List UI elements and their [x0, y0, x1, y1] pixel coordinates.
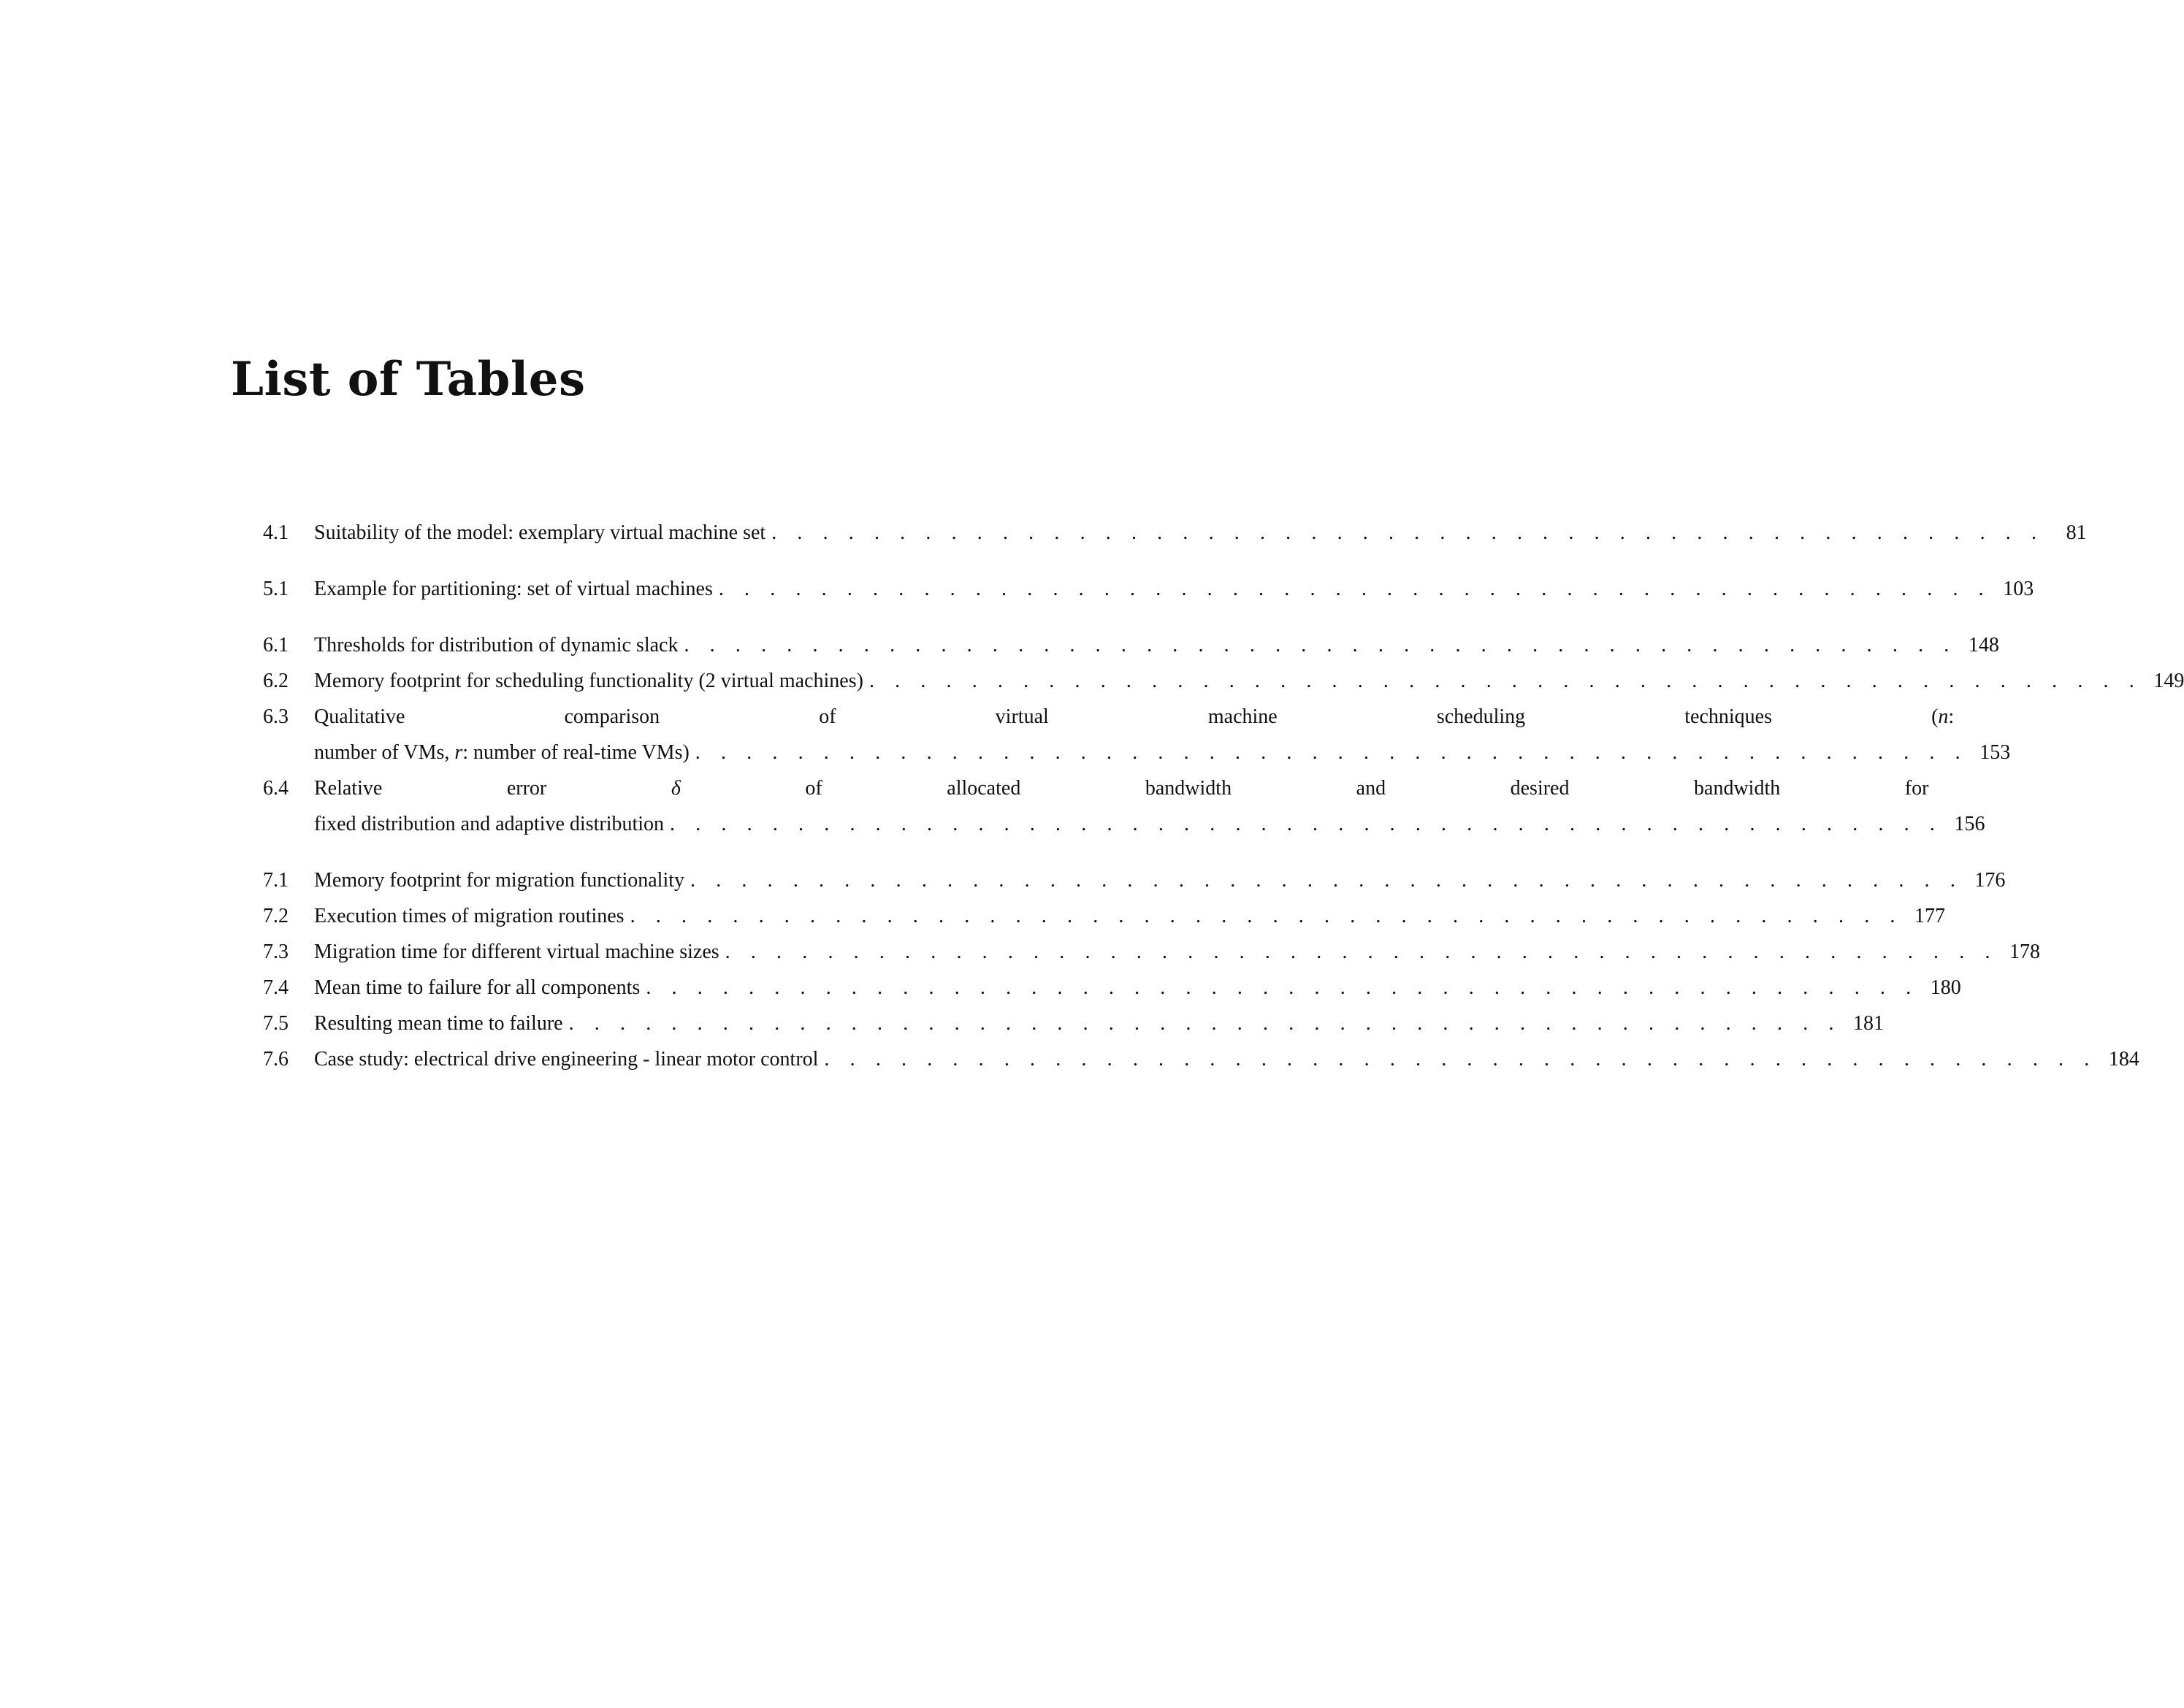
table-caption: Memory footprint for migration functionality [314, 869, 685, 892]
page-number: 176 [1974, 869, 2006, 892]
page-number: 180 [1930, 976, 1961, 999]
dot-leader: . . . . . . . . . . . . . . . . . . . . . . . . . . . . . . . . . . . . . . . . . . . . . . . . . . [725, 941, 1998, 963]
math-variable: r [454, 741, 463, 764]
table-caption: Mean time to failure for all components [314, 976, 641, 999]
list-item[interactable] [263, 770, 1985, 842]
math-variable: δ [671, 777, 681, 800]
list-item[interactable] [263, 571, 2034, 607]
chapter-6-group [263, 627, 2184, 842]
caption-text: Qualitative comparison of virtual machine scheduling techniques ( [314, 705, 1939, 728]
table-number: 7.5 [263, 1012, 289, 1035]
list-item[interactable] [263, 1041, 2139, 1077]
dot-leader: . . . . . . . . . . . . . . . . . . . . . . . . . . . . . . . . . . . . . . . . . . . . . . . . . . [670, 813, 1943, 835]
page-number: 181 [1853, 1012, 1884, 1035]
list-of-tables [263, 515, 2184, 1077]
table-caption: Memory footprint for scheduling functionality (2 virtual machines) [314, 670, 863, 692]
chapter-5-group [263, 571, 2034, 607]
dot-leader: . . . . . . . . . . . . . . . . . . . . . . . . . . . . . . . . . . . . . . . . . . . . . . . . . . [695, 741, 1969, 764]
list-item[interactable] [263, 663, 2184, 699]
list-item[interactable] [263, 862, 2006, 898]
page-number: 153 [1979, 741, 2011, 764]
table-caption: Example for partitioning: set of virtual machines [314, 578, 713, 600]
chapter-4-group [263, 515, 2087, 551]
table-number: 7.4 [263, 976, 289, 999]
table-number: 6.4 [263, 777, 289, 800]
table-caption: Suitability of the model: exemplary virtual machine set [314, 521, 766, 544]
caption-text: : [1948, 705, 1955, 728]
list-item[interactable] [263, 515, 2087, 551]
caption-text: number of VMs, [314, 741, 455, 764]
table-number: 6.2 [263, 670, 289, 692]
caption-text: of allocated bandwidth and desired bandwidth for [680, 777, 1929, 800]
table-number: 7.3 [263, 941, 289, 963]
list-item[interactable] [263, 970, 1961, 1006]
dot-leader: . . . . . . . . . . . . . . . . . . . . . . . . . . . . . . . . . . . . . . . . . . . . . . . . . . [771, 521, 2044, 544]
table-number: 7.6 [263, 1048, 289, 1071]
table-number: 4.1 [263, 521, 289, 544]
caption-text: : number of real-time VMs) [462, 741, 690, 764]
page-number: 178 [2009, 941, 2041, 963]
dot-leader: . . . . . . . . . . . . . . . . . . . . . . . . . . . . . . . . . . . . . . . . . . . . . . . . . . [568, 1012, 1841, 1035]
dot-leader: . . . . . . . . . . . . . . . . . . . . . . . . . . . . . . . . . . . . . . . . . . . . . . . . . . [718, 578, 1992, 600]
table-number: 6.1 [263, 634, 289, 656]
table-number: 6.3 [263, 705, 289, 728]
math-variable: n [1938, 705, 1949, 728]
page-number: 148 [1968, 634, 1999, 656]
dot-leader: . . . . . . . . . . . . . . . . . . . . . . . . . . . . . . . . . . . . . . . . . . . . . . . . . . [824, 1048, 2097, 1071]
table-caption: Resulting mean time to failure [314, 1012, 563, 1035]
table-caption-line-2 [314, 735, 690, 770]
page-number: 81 [2066, 521, 2087, 544]
table-caption-line-1 [314, 699, 2010, 735]
dot-leader: . . . . . . . . . . . . . . . . . . . . . . . . . . . . . . . . . . . . . . . . . . . . . . . . . . [630, 905, 1903, 927]
caption-text: Relative error [314, 777, 671, 800]
dot-leader: . . . . . . . . . . . . . . . . . . . . . . . . . . . . . . . . . . . . . . . . . . . . . . . . . . [868, 670, 2142, 692]
table-caption: Case study: electrical drive engineering - linear motor control [314, 1048, 819, 1071]
table-caption-line-2: fixed distribution and adaptive distribution [314, 813, 665, 835]
table-number: 5.1 [263, 578, 289, 600]
table-caption: Execution times of migration routines [314, 905, 625, 927]
list-item[interactable] [263, 898, 1945, 934]
list-item[interactable] [263, 627, 1999, 663]
page-number: 184 [2108, 1048, 2139, 1071]
page-number: 103 [2003, 578, 2034, 600]
table-number: 7.2 [263, 905, 289, 927]
dot-leader: . . . . . . . . . . . . . . . . . . . . . . . . . . . . . . . . . . . . . . . . . . . . . . . . . . [646, 976, 1919, 999]
table-caption: Migration time for different virtual machine sizes [314, 941, 719, 963]
list-item[interactable] [263, 699, 2011, 770]
table-caption-line-1 [314, 770, 1985, 806]
page-title: List of Tables [231, 352, 586, 407]
dot-leader: . . . . . . . . . . . . . . . . . . . . . . . . . . . . . . . . . . . . . . . . . . . . . . . . . . [684, 634, 1957, 656]
chapter-7-group [263, 862, 2139, 1077]
dot-leader: . . . . . . . . . . . . . . . . . . . . . . . . . . . . . . . . . . . . . . . . . . . . . . . . . . [690, 869, 1963, 892]
page-number: 156 [1954, 813, 1985, 835]
page-number: 177 [1914, 905, 1945, 927]
list-item[interactable] [263, 934, 2041, 970]
table-caption: Thresholds for distribution of dynamic slack [314, 634, 679, 656]
page-number: 149 [2153, 670, 2184, 692]
list-item[interactable] [263, 1006, 1884, 1041]
table-number: 7.1 [263, 869, 289, 892]
